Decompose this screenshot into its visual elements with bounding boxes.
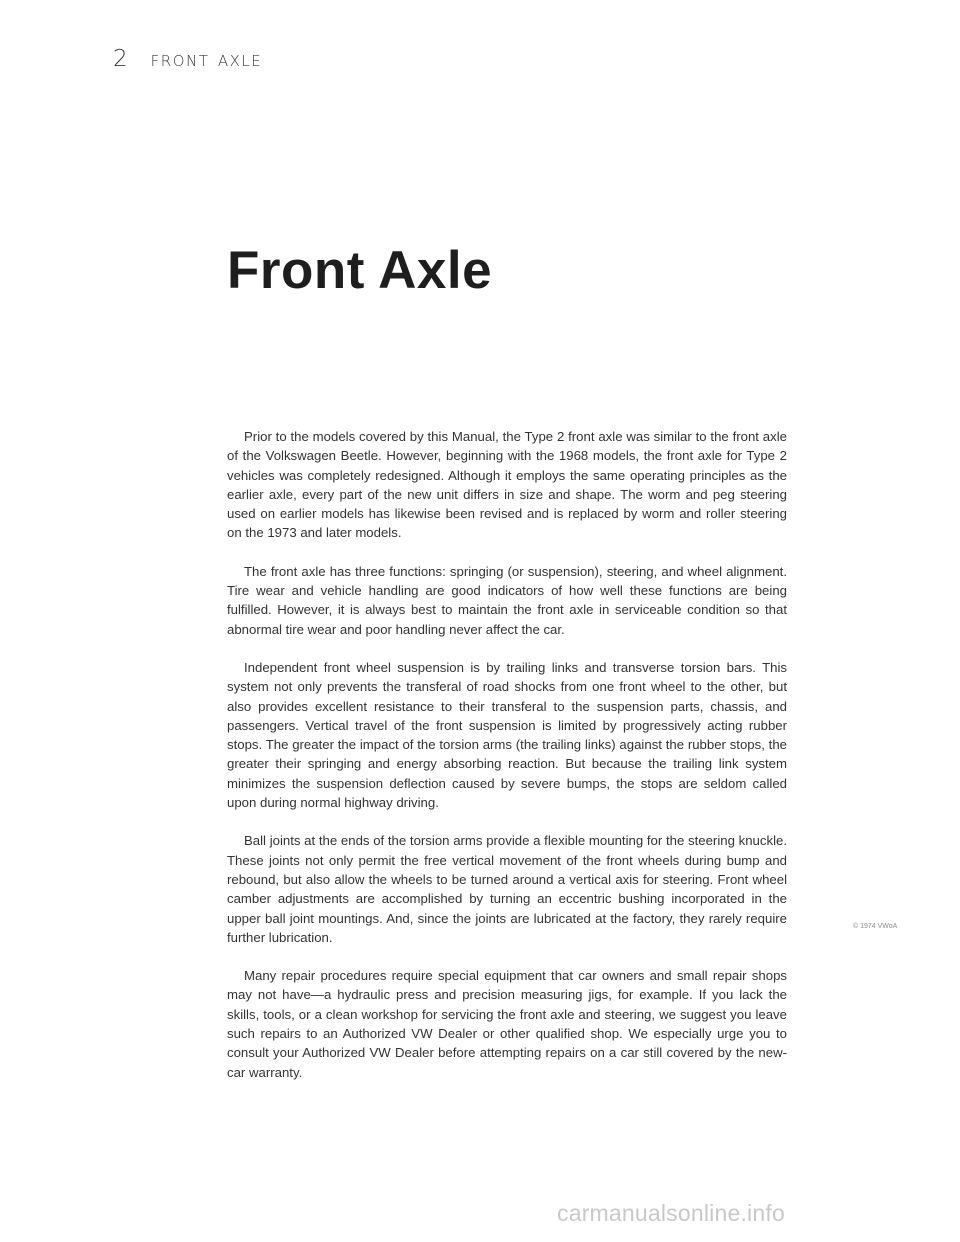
paragraph-repairs: Many repair procedures require special equipment that car owners and small repair shops may not have—a hydraulic press and precision measuring jigs, for example. If you lack the skills, tools, or a clean workshop for servicing the front axle and steering, we suggest you leave such repairs to an Authorized VW Dealer or other qualified shop. We especially urge you to consult your Authorized VW Dealer before attempting repairs on a car still covered by the new-car warranty. <box>227 968 787 1080</box>
paragraph-ball-joints: Ball joints at the ends of the torsion arms provide a flexible mounting for the steering knuckle. These joints not only permit the free vertical movement of the front wheels during bump and rebound, but also allow the wheels to be turned around a vertical axis for steering. Front wheel camber adjustments are accomplished by turning an eccentric bushing incorporated in the upper ball joint mountings. And, since the joints are lubricated at the factory, they rarely require further lubrication. <box>227 833 787 945</box>
copyright-notice: © 1974 VWoA <box>853 923 898 930</box>
paragraph-suspension: Independent front wheel suspension is by trailing links and transverse torsion bars. This system not only prevents the transferal of road shocks from one front wheel to the other, but also provides excellent resistance to their transferal to the suspension parts, chassis, and passengers. Vertical travel of the front suspension is limited by progressively acting rubber stops. The greater the impact of the torsion arms (the trailing links) against the rubber stops, the greater their springing and energy absorbing reaction. But because the trailing link system minimizes the suspension deflection caused by severe bumps, the stops are seldom called upon during normal highway driving. <box>227 659 787 811</box>
body-text <box>227 427 787 1101</box>
running-head <box>113 46 262 72</box>
paragraph-functions: The front axle has three functions: springing (or suspension), steering, and wheel alignment. Tire wear and vehicle handling are good indicators of how well these functions are being fulfilled. However, it is always best to maintain the front axle in serviceable condition so that abnormal tire wear and poor handling never affect the car. <box>227 563 787 637</box>
section-title: front axle <box>150 47 263 72</box>
paragraph-intro: Prior to the models covered by this Manual, the Type 2 front axle was similar to the front axle of the Volkswagen Beetle. However, beginning with the 1968 models, the front axle for Type 2 vehicles was completely redesigned. Although it employs the same operating principles as the earlier axle, every part of the new unit differs in size and shape. The worm and peg steering used on earlier models has likewise been revised and is replaced by worm and roller steering on the 1973 and later models. <box>227 429 787 541</box>
page-number: 2 <box>113 46 129 72</box>
watermark: carmanualsonline.info <box>557 1200 785 1226</box>
chapter-title: Front Axle <box>227 241 493 300</box>
